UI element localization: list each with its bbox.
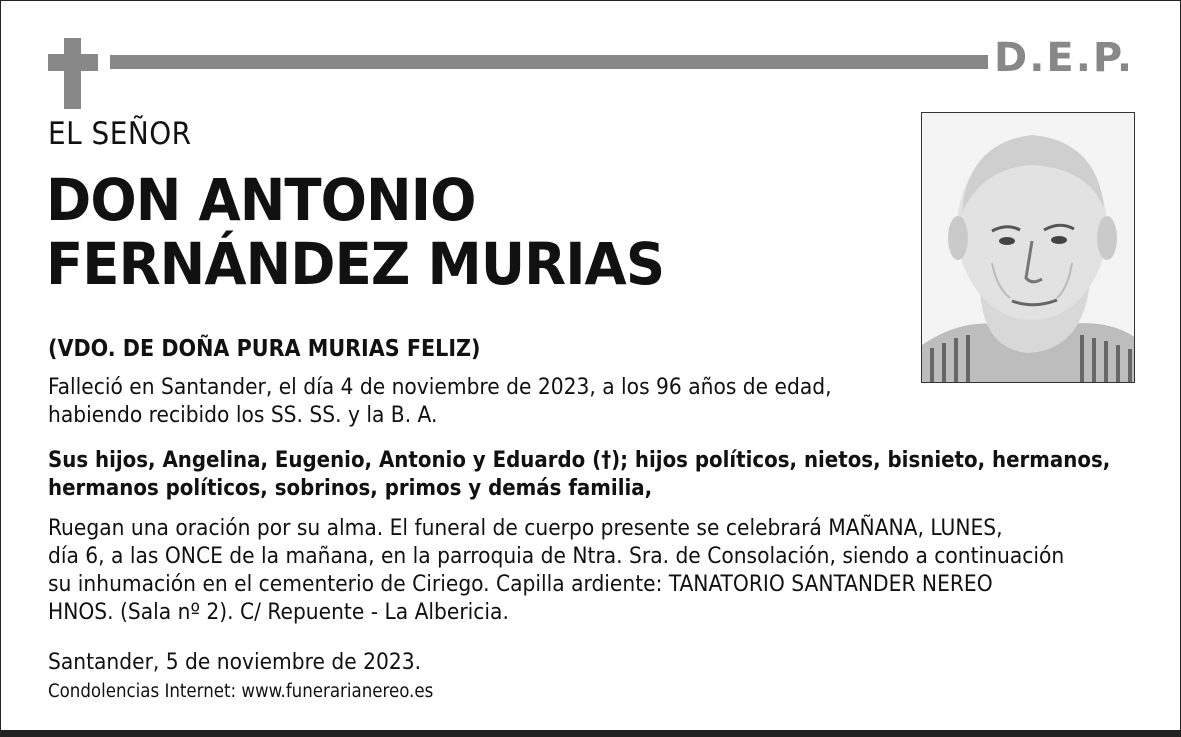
cross-icon <box>64 38 81 109</box>
honorific: EL SEÑOR <box>48 116 192 152</box>
header-rule <box>110 55 988 69</box>
name-line-1: DON ANTONIO <box>46 166 476 234</box>
deceased-name <box>46 168 664 296</box>
funeral-request: Ruegan una oración por su alma. El funeral de cuerpo presente se celebrará MAÑANA, LUNES, día 6, a las ONCE de la mañana, en la parroquia de Ntra. Sra. de Consolación, siendo a continuación su inhumación en el cementerio de Ciriego. Capilla ardiente: TANATORIO SANTANDER NEREO HNOS. (Sala nº 2). C/ Repuente - La Albericia. <box>48 515 1065 625</box>
place-date: Santander, 5 de noviembre de 2023. <box>48 649 422 675</box>
widower-of: (VDO. DE DOÑA PURA MURIAS FELIZ) <box>48 336 481 362</box>
portrait-illustration <box>922 113 1135 383</box>
dep-abbreviation: D.E.P. <box>994 35 1135 81</box>
name-line-2: FERNÁNDEZ MURIAS <box>46 230 665 298</box>
portrait-photo <box>921 112 1135 383</box>
cross-icon-bar <box>48 54 98 71</box>
condolences-link: Condolencias Internet: www.funerarianereo.es <box>48 681 434 702</box>
death-info: Falleció en Santander, el día 4 de noviembre de 2023, a los 96 años de edad, habiendo recibido los SS. SS. y la B. A. <box>48 374 832 428</box>
family-list: Sus hijos, Angelina, Eugenio, Antonio y Eduardo (†); hijos políticos, nietos, bisnieto, hermanos, hermanos políticos, sobrinos, primos y demás familia, <box>48 448 1111 501</box>
